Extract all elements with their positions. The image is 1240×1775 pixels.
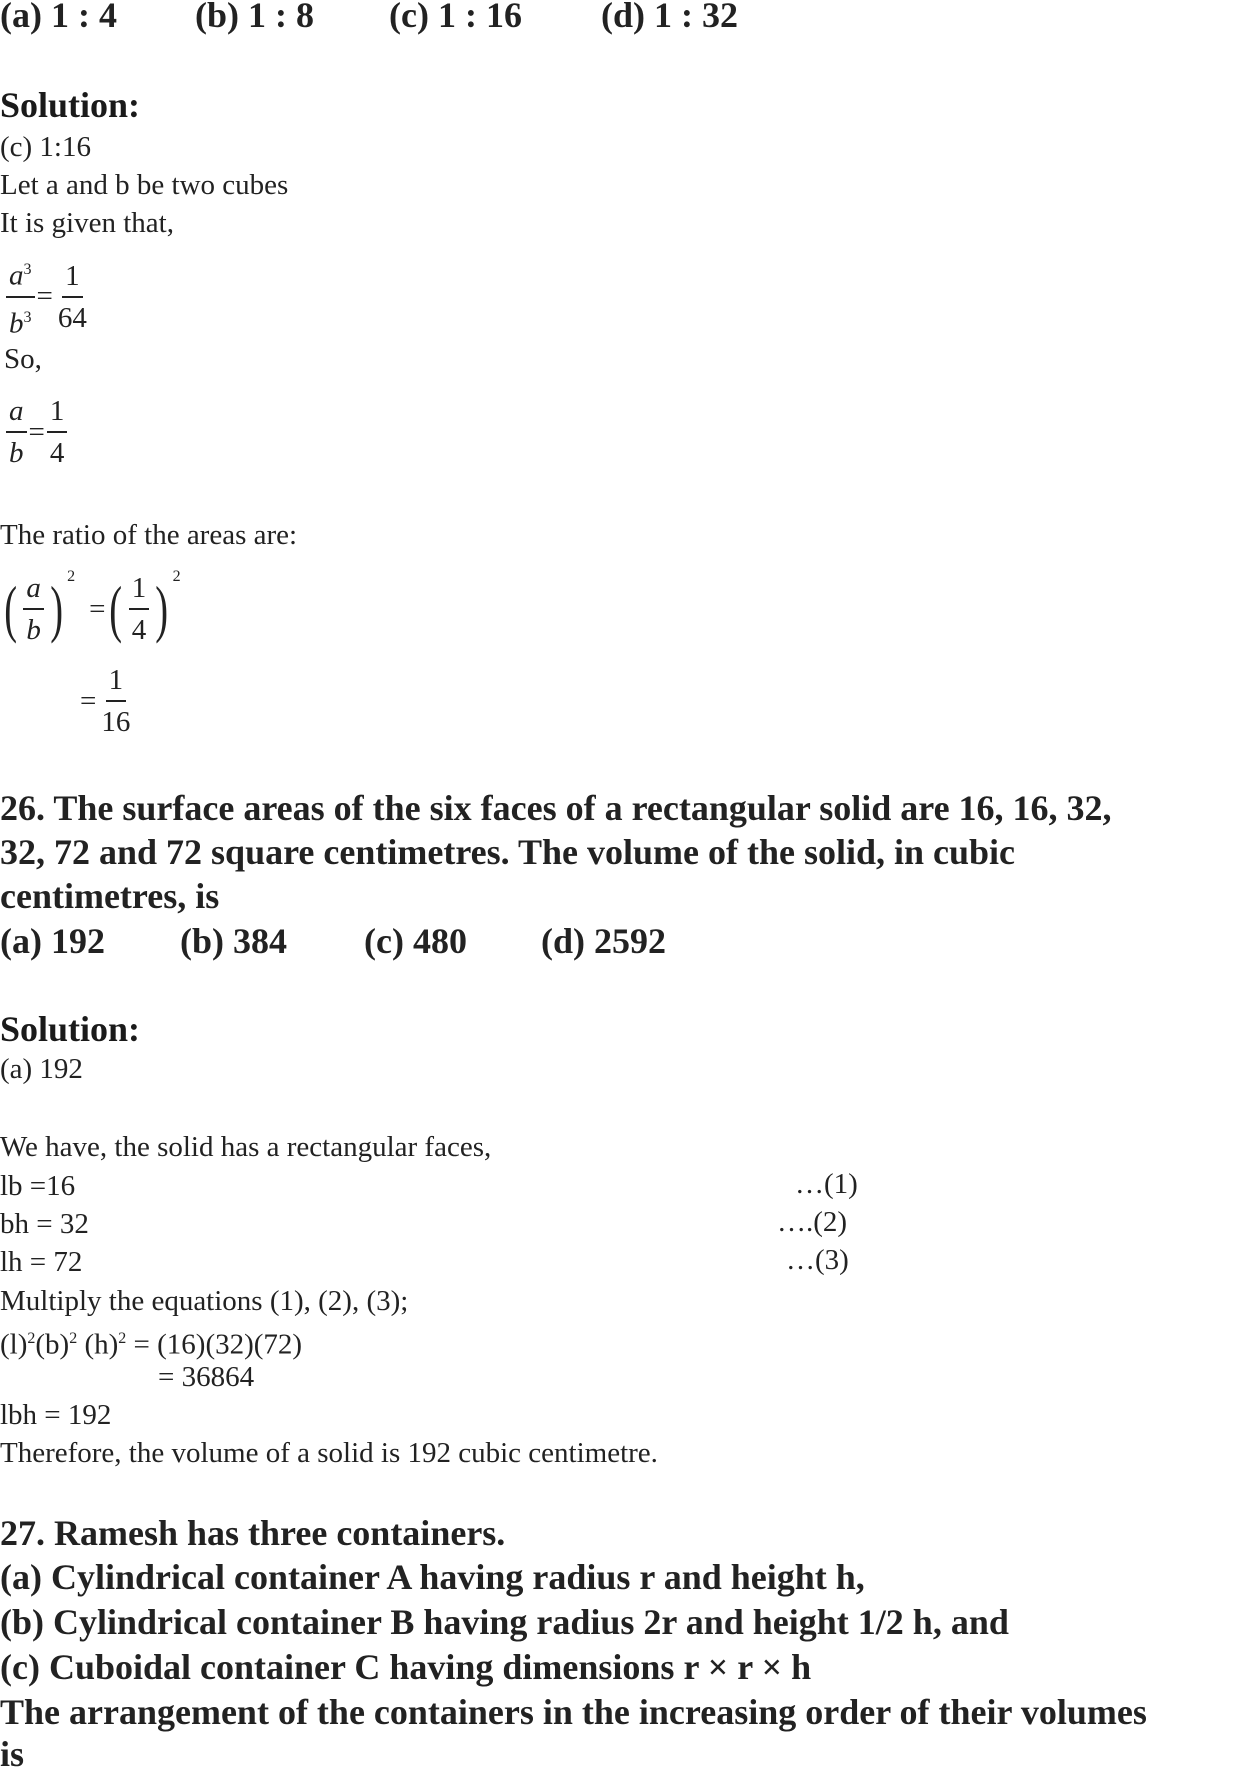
q26-option-c: (c) 480	[364, 921, 467, 961]
q25-option-a: (a) 1 : 4	[0, 0, 117, 35]
equation-area-result: = $\frac{1}{16}$	[80, 660, 135, 742]
q26-question-line: 26. The surface areas of the six faces of a rectangular solid are 16, 16, 32,	[0, 788, 1112, 828]
q25-line: It is given that,	[0, 207, 174, 239]
q25-option-c: (c) 1 : 16	[389, 0, 522, 35]
equation-3: lh = 72	[0, 1246, 83, 1278]
q27-line: The arrangement of the containers in the increasing order of their volumes	[0, 1692, 1147, 1732]
product-equation: $(l)^2(b)^2$ $(h)^2 = (16)(32)(72)$	[0, 1328, 303, 1361]
equation-cube-ratio: $\frac{a^3}{b^3}$ = $\frac{1}{64}$	[4, 250, 92, 343]
q27-line: is	[0, 1734, 25, 1774]
q26-option-a: (a) 192	[0, 921, 105, 961]
q27-line: 27. Ramesh has three containers.	[0, 1513, 506, 1553]
q25-answer: (c) 1:16	[0, 131, 91, 163]
q26-question-line: centimetres, is	[0, 876, 220, 916]
equation-1: lb =16	[0, 1170, 76, 1202]
equation-tag-3: …(3)	[786, 1244, 849, 1276]
q26-option-b: (b) 384	[180, 921, 287, 961]
q27-line: (b) Cylindrical container B having radius 2r and height 1/2 h, and	[0, 1602, 1009, 1642]
equation-2: bh = 32	[0, 1208, 89, 1240]
q26-intro: We have, the solid has a rectangular faces,	[0, 1131, 492, 1163]
equation-tag-2: ….(2)	[777, 1206, 848, 1238]
q25-option-b: (b) 1 : 8	[195, 0, 314, 35]
q26-conclusion: Therefore, the volume of a solid is 192 cubic centimetre.	[0, 1437, 658, 1469]
q25-solution-heading: Solution:	[0, 85, 141, 125]
product-result: = 36864	[158, 1361, 255, 1393]
q26-solution-heading: Solution:	[0, 1009, 141, 1049]
multiply-text: Multiply the equations (1), (2), (3);	[0, 1285, 409, 1317]
q26-option-d: (d) 2592	[541, 921, 666, 961]
q27-line: (c) Cuboidal container C having dimensions r × r × h	[0, 1647, 812, 1687]
equation-side-ratio: $\frac{a}{b}$ = $\frac{1}{4}$	[4, 391, 69, 473]
lbh-result: lbh = 192	[0, 1399, 112, 1431]
equation-tag-1: …(1)	[795, 1168, 858, 1200]
q25-line: Let a and b be two cubes	[0, 169, 289, 201]
q26-answer: (a) 192	[0, 1053, 83, 1085]
q26-question-line: 32, 72 and 72 square centimetres. The volume of the solid, in cubic	[0, 832, 1016, 872]
so-label: So,	[4, 343, 42, 375]
q27-line: (a) Cylindrical container A having radius r and height h,	[0, 1557, 865, 1597]
equation-area-ratio: ( a b ) $^2$ = ( 1 4 ) $^2$	[4, 568, 181, 646]
ratio-text: The ratio of the areas are:	[0, 519, 298, 551]
q25-option-d: (d) 1 : 32	[601, 0, 738, 35]
